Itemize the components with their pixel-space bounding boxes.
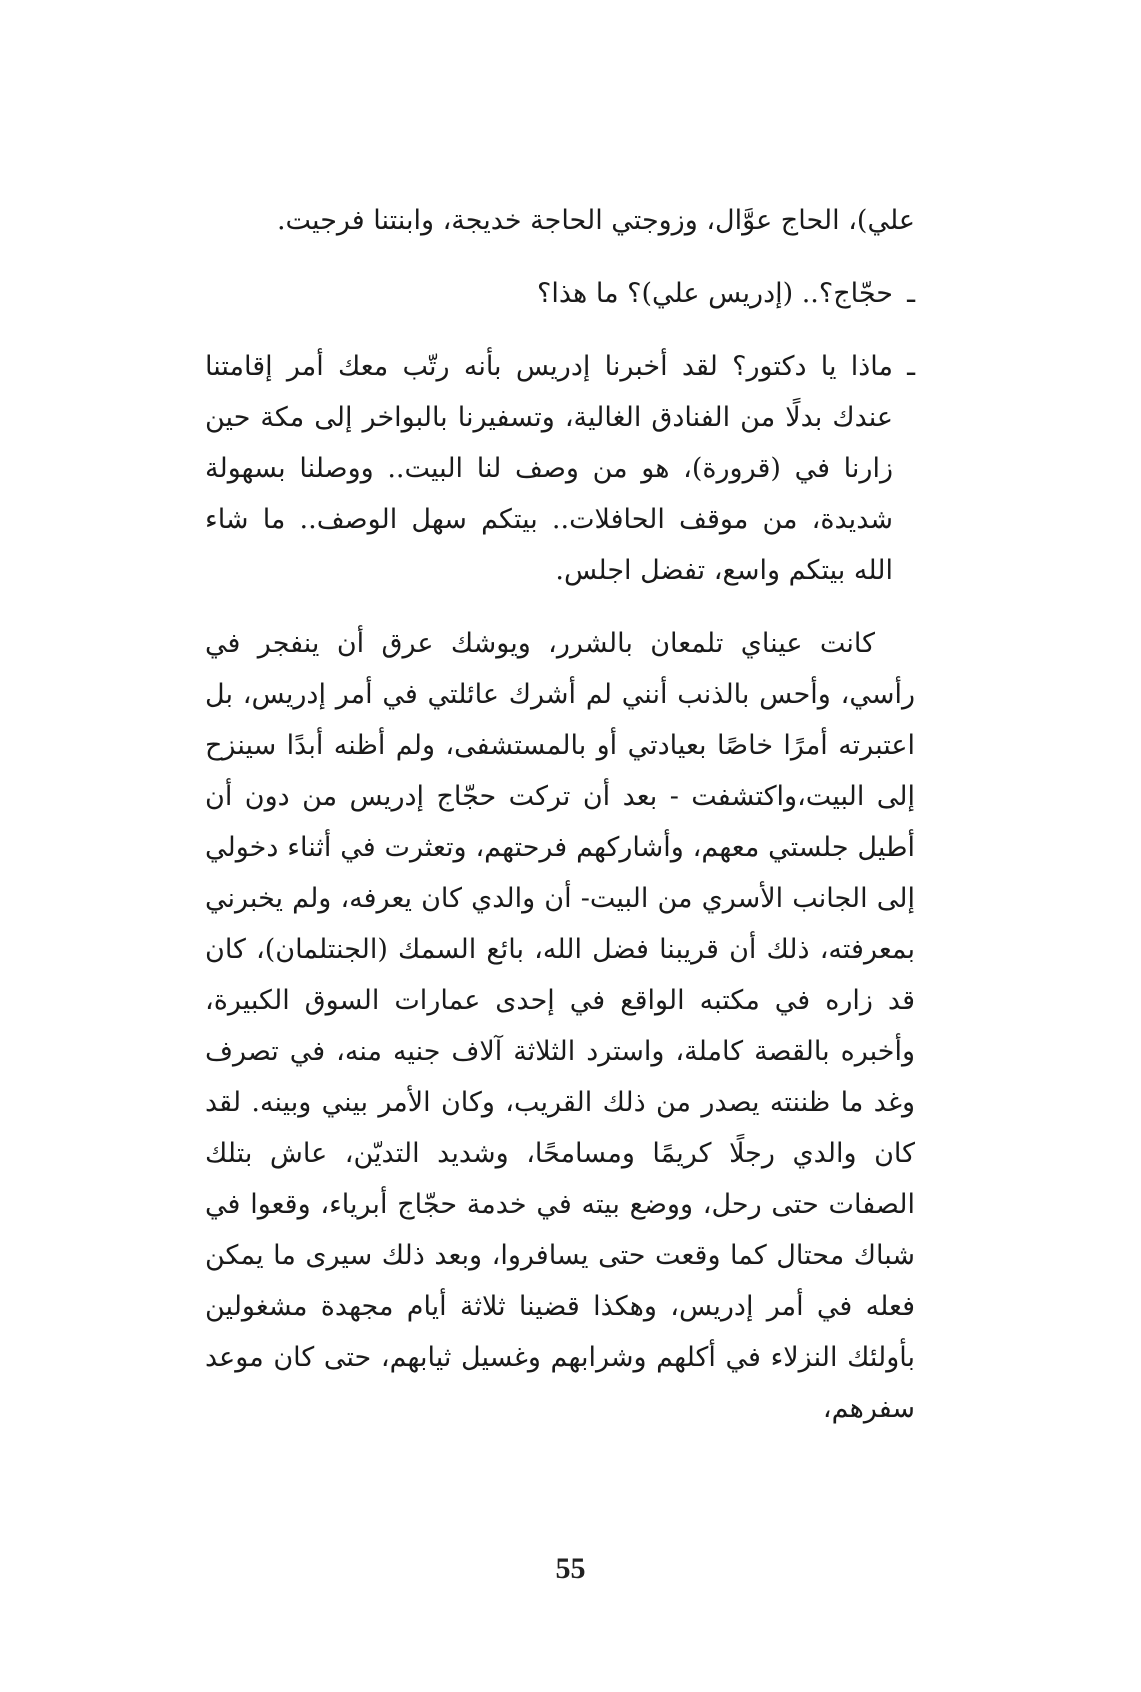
dialogue-line-1 [205,268,915,319]
dialogue-dash: ـ [907,351,915,382]
paragraph-continuation: علي)، الحاج عوَّال، وزوجتي الحاجة خديجة، وابنتنا فرجيت. [276,205,915,236]
dialogue-text: ماذا يا دكتور؟ لقد أخبرنا إدريس بأنه رتّب معك أمر إقامتنا عندك بدلًا من الفنادق الغالية، وتسفيرنا بالبواخر إلى مكة حين زارنا في (قرورة)، هو من وصف لنا البيت.. ووصلنا بسهولة شديدة، من موقف الحافلات.. بيتكم سهل الوصف.. ما شاء الله بيتكم واسع، تفضل اجلس. [205,351,893,586]
dialogue-line-2 [205,341,915,596]
dialogue-dash: ـ [907,278,915,309]
dialogue-text: حجّاج؟.. (إدريس علي)؟ ما هذا؟ [537,278,893,309]
body-text [205,195,915,1434]
page-number: 55 [555,1552,586,1585]
narrative-paragraph: كانت عيناي تلمعان بالشرر، ويوشك عرق أن ينفجر في رأسي، وأحس بالذنب أنني لم أشرك عائلتي في أمر إدريس، بل اعتبرته أمرًا خاصًا بعيادتي أو بالمستشفى، ولم أظنه أبدًا سينزح إلى البيت،واكتشفت - بعد أن تركت حجّاج إدريس من دون أن أطيل جلستي معهم، وأشاركهم فرحتهم، وتعثرت في أثناء دخولي إلى الجانب الأسري من البيت- أن والدي كان يعرفه، ولم يخبرني بمعرفته، ذلك أن قريبنا فضل الله، بائع السمك (الجنتلمان)، كان قد زاره في مكتبه الواقع في إحدى عمارات السوق الكبيرة، وأخبره بالقصة كاملة، واسترد الثلاثة آلاف جنيه منه، في تصرف وغد ما ظننته يصدر من ذلك القريب، وكان الأمر بيني وبينه. لقد كان والدي رجلًا كريمًا ومسامحًا، وشديد التديّن، عاش بتلك الصفات حتى رحل، ووضع بيته في خدمة حجّاج أبرياء، وقعوا في شباك محتال كما وقعت حتى يسافروا، وبعد ذلك سيرى ما يمكن فعله في أمر إدريس، وهكذا قضينا ثلاثة أيام مجهدة مشغولين بأولئك النزلاء في أكلهم وشرابهم وغسيل ثيابهم، حتى كان موعد سفرهم، [205,628,915,1424]
